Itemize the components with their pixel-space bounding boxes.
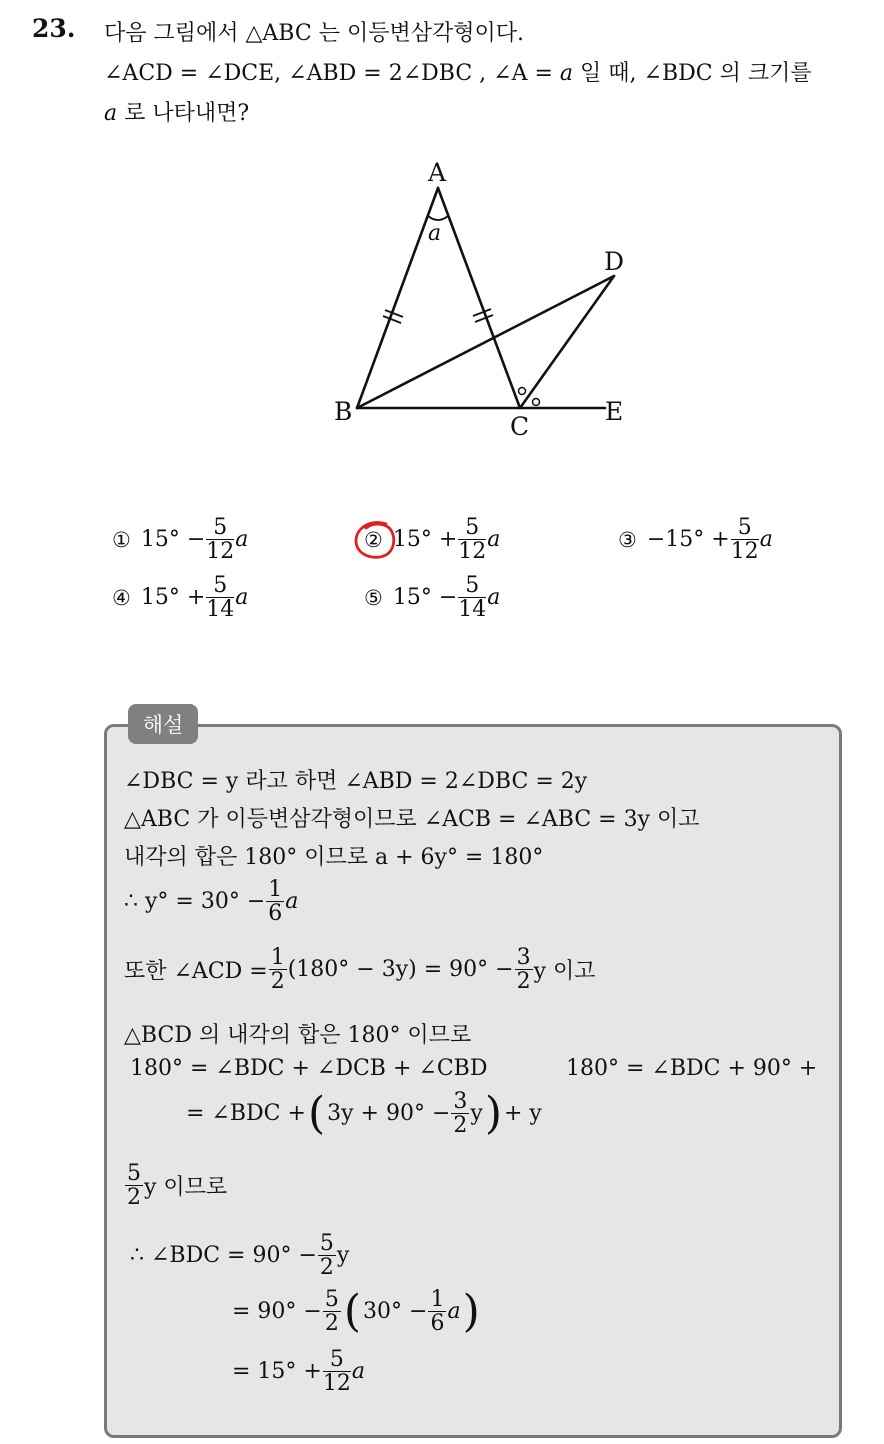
choice-3-const: −15° + [646,527,730,553]
right-paren: ) [462,1285,480,1337]
denominator: 2 [324,1311,339,1337]
solution-line-12-pre: = 15° + [232,1359,322,1385]
numerator: 5 [458,516,486,540]
choice-5-fraction [458,574,486,621]
solution-line-8-post: + y [504,1101,542,1127]
question-line-1: 다음 그림에서 △ABC 는 이등변삼각형이다. [104,21,524,46]
fraction-5-2 [323,1288,341,1335]
numerator: 5 [323,1348,351,1372]
numerator: 5 [127,1161,141,1186]
solution-line-8-pre: = ∠BDC + [186,1101,306,1127]
question-number: 23. [32,14,76,43]
segment-ab [357,188,438,408]
numerator: 5 [458,574,486,598]
denominator: 14 [458,597,487,623]
solution-line-3: 내각의 합은 180° 이므로 a + 6y° = 180° [124,845,544,870]
question-line-2 [104,56,812,87]
choice-2-var: a [487,527,501,553]
choice-1[interactable] [112,516,248,563]
solution-line-11-pre: = 90° − [232,1299,322,1325]
choice-4-mark: ④ [112,585,131,610]
fraction-5-2 [125,1162,143,1209]
numerator: 5 [319,1231,334,1256]
triangle-figure [320,150,650,450]
fraction-3-2 [451,1090,469,1137]
solution-line-10 [130,1232,349,1279]
segment-bd [357,276,614,408]
choice-4-var: a [235,585,249,611]
choice-5-const: 15° − [392,585,458,611]
solution-line-9 [124,1162,227,1209]
question-line-2-end: 일 때, ∠BDC 의 크기를 [573,61,812,86]
question-line-3 [104,96,249,127]
left-paren: ( [307,1087,326,1139]
choice-2-const: 15° + [392,527,458,553]
solution-line-8 [186,1087,542,1139]
choice-1-fraction [206,516,234,563]
solution-line-10-pre: ∴ ∠BDC = 90° − [130,1243,317,1269]
choice-4[interactable] [112,574,248,621]
question-line-3-end: 로 나타내면? [117,101,250,126]
solution-line-5-post: y 이고 [533,959,596,985]
segment-cd [520,276,614,408]
solution-line-5-pre: 또한 ∠ACD = [124,959,268,985]
solution-line-5 [124,946,596,993]
choice-3[interactable] [618,516,773,563]
fraction-5-12 [323,1348,351,1395]
label-d-vertex: D [604,247,625,276]
angle-mark-acd [519,388,526,395]
angle-a-arc [428,216,448,220]
denominator: 12 [458,539,487,565]
answer-circle-icon [352,519,400,563]
denominator: 6 [268,901,283,927]
numerator: 5 [731,516,759,540]
solution-line-7a: 180° = ∠BDC + ∠DCB + ∠CBD [130,1056,488,1081]
solution-line-2: △ABC 가 이등변삼각형이므로 ∠ACB = ∠ABC = 3y 이고 [124,807,700,832]
numerator: 1 [430,1287,445,1312]
choice-3-fraction [731,516,759,563]
solution-line-11-inner-post: a [447,1299,461,1325]
label-e-vertex: E [605,397,624,426]
fraction-5-2 [318,1232,336,1279]
denominator: 2 [319,1255,334,1281]
solution-line-12 [232,1348,365,1395]
choice-3-var: a [759,527,773,553]
choice-1-const: 15° − [140,527,206,553]
label-a-vertex: A [428,158,447,187]
fraction-1-2 [269,946,287,993]
segment-ac [438,188,520,408]
choice-4-fraction [206,574,234,621]
denominator: 2 [270,969,285,995]
solution-line-4-post: a [285,889,299,915]
choice-1-var: a [235,527,249,553]
choice-2-mark: ② [364,527,383,552]
label-c-vertex: C [510,412,530,441]
solution-line-12-post: a [351,1359,365,1385]
solution-line-8-inner: 3y + 90° − [327,1101,451,1127]
denominator: 12 [206,539,235,565]
solution-line-1: ∠DBC = y 라고 하면 ∠ABD = 2∠DBC = 2y [124,769,588,794]
solution-line-6: △BCD 의 내각의 합은 180° 이므로 [124,1023,472,1048]
choice-2-fraction [458,516,486,563]
tick-marks [383,309,493,323]
solution-line-4-pre: ∴ y° = 30° − [124,889,266,915]
left-paren: ( [343,1285,362,1337]
choice-5-mark: ⑤ [364,585,383,610]
choice-4-const: 15° + [140,585,206,611]
solution-line-8-inner-post: y [470,1101,483,1127]
denominator: 12 [322,1371,351,1397]
numerator: 3 [453,1089,468,1114]
denominator: 6 [430,1311,445,1337]
choice-5[interactable] [364,574,500,621]
fraction-1-6 [428,1288,446,1335]
solution-line-5-mid: (180° − 3y) = 90° − [287,957,514,983]
fraction-1-6 [266,878,284,925]
solution-line-11 [232,1285,482,1337]
right-paren: ) [484,1087,502,1139]
variable-a: a [559,61,574,86]
numerator: 5 [324,1287,339,1312]
question-line-2-text: ∠ACD = ∠DCE, ∠ABD = 2∠DBC , ∠A = [104,61,560,86]
label-b-vertex: B [334,397,353,426]
choice-5-var: a [487,585,501,611]
angle-mark-dce [533,399,540,406]
angle-a-label: a [428,221,442,246]
solution-line-10-post: y [336,1243,350,1269]
denominator: 2 [516,969,531,995]
solution-line-11-inner: 30° − [363,1299,428,1325]
denominator: 2 [453,1113,468,1139]
choice-1-mark: ① [112,527,131,552]
denominator: 12 [730,539,759,565]
solution-line-9-post: y 이므로 [144,1175,228,1201]
denominator: 2 [127,1185,141,1211]
numerator: 1 [268,877,283,902]
solution-line-7b: 180° = ∠BDC + 90° + [566,1056,818,1081]
fraction-3-2 [515,946,533,993]
solution-line-4 [124,878,298,925]
numerator: 1 [270,945,285,970]
numerator: 3 [516,945,531,970]
variable-a: a [104,101,118,126]
choice-3-mark: ③ [618,527,637,552]
numerator: 5 [206,574,234,598]
denominator: 14 [206,597,235,623]
numerator: 5 [206,516,234,540]
solution-tag: 해설 [128,704,198,744]
